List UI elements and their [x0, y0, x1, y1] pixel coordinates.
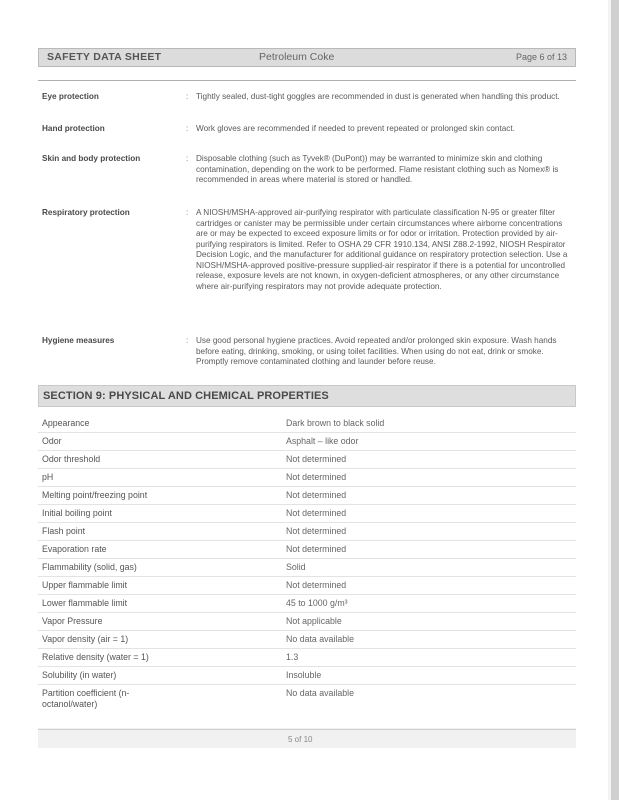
- protection-value: Work gloves are recommended if needed to prevent repeated or prolonged skin contact.: [196, 124, 515, 133]
- product-name: Petroleum Coke: [259, 51, 335, 63]
- colon: :: [186, 92, 189, 101]
- property-label: Evaporation rate: [42, 544, 107, 554]
- document-header: [38, 48, 576, 67]
- property-label: Odor: [42, 436, 62, 446]
- property-value: Not determined: [286, 580, 347, 590]
- row-divider: [38, 468, 576, 469]
- property-label: pH: [42, 472, 54, 482]
- property-value: Not determined: [286, 454, 347, 464]
- row-divider: [38, 630, 576, 631]
- footer-divider: [38, 729, 576, 730]
- property-label: Odor threshold: [42, 454, 101, 464]
- property-label: Upper flammable limit: [42, 580, 128, 590]
- property-label: Melting point/freezing point: [42, 490, 148, 500]
- row-divider: [38, 504, 576, 505]
- property-value: No data available: [286, 688, 354, 698]
- property-value: Not determined: [286, 472, 347, 482]
- property-value: Insoluble: [286, 670, 322, 680]
- protection-value: A NIOSH/MSHA-approved air-purifying respirator with particulate classification N-95 or greater filter cartridges or canister may be permissible under certain circumstances where airborne concentrations are or may be expected to exceed exposure limits or for odor or irritation. Protection provided by air-purifying respirators is limited. Refer to OSHA 29 CFR 1910.134, ANSI Z88.2-1992, NIOSH Respirator Decision Logic, and the manufacturer for additional guidance on respiratory protection selection. Use a NIOSH/MSHA-approved positive-pressure supplied-air respirator if there is a potential for uncontrolled release, exposure levels are not known, in oxygen-deficient atmospheres, or any other circumstance where air-purifying respirators may not provide adequate protection.: [196, 208, 568, 291]
- property-label: Initial boiling point: [42, 508, 112, 518]
- row-divider: [38, 558, 576, 559]
- protection-label: Hygiene measures: [42, 336, 115, 345]
- property-value: Not applicable: [286, 616, 342, 626]
- property-value: Not determined: [286, 526, 347, 536]
- protection-value: Use good personal hygiene practices. Avoid repeated and/or prolonged skin exposure. Wash hands before eating, drinking, smoking, or using toilet facilities. When using do not eat, drink or smoke. Promptly remove contaminated clothing and launder before reuse.: [196, 336, 557, 366]
- row-divider: [38, 576, 576, 577]
- header-divider: [38, 80, 576, 81]
- protection-label: Hand protection: [42, 124, 105, 133]
- property-value: No data available: [286, 634, 354, 644]
- property-label: Relative density (water = 1): [42, 652, 149, 662]
- property-value: Dark brown to black solid: [286, 418, 385, 428]
- row-divider: [38, 612, 576, 613]
- doc-type-label: SAFETY DATA SHEET: [47, 51, 162, 63]
- colon: :: [186, 124, 189, 133]
- page-edge-highlight: [608, 0, 611, 800]
- protection-label: Eye protection: [42, 92, 99, 101]
- row-divider: [38, 648, 576, 649]
- protection-value: Disposable clothing (such as Tyvek® (DuPont)) may be warranted to minimize skin and clothing contamination, depending on the work to be performed. Flame resistant clothing such as Nomex® is recommended in areas where material is stored or handled.: [196, 154, 559, 184]
- colon: :: [186, 154, 189, 163]
- property-value: 1.3: [286, 652, 299, 662]
- colon: :: [186, 208, 189, 217]
- property-value: Solid: [286, 562, 306, 572]
- row-divider: [38, 684, 576, 685]
- protection-value: Tightly sealed, dust-tight goggles are recommended in dust is generated when handling this product.: [196, 92, 560, 101]
- row-divider: [38, 522, 576, 523]
- property-label: Vapor Pressure: [42, 616, 103, 626]
- property-value: Not determined: [286, 508, 347, 518]
- property-label: Appearance: [42, 418, 90, 428]
- colon: :: [186, 336, 189, 345]
- row-divider: [38, 432, 576, 433]
- property-label: Solubility (in water): [42, 670, 117, 680]
- row-divider: [38, 594, 576, 595]
- property-label: Flash point: [42, 526, 86, 536]
- footer-page-number: 5 of 10: [288, 735, 313, 744]
- row-divider: [38, 450, 576, 451]
- section9-heading: SECTION 9: PHYSICAL AND CHEMICAL PROPERTIES: [38, 385, 576, 407]
- protection-label: Skin and body protection: [42, 154, 141, 163]
- property-value: Asphalt – like odor: [286, 436, 359, 446]
- property-label: Flammability (solid, gas): [42, 562, 137, 572]
- property-label: Partition coefficient (n-octanol/water): [42, 688, 130, 709]
- property-value: Not determined: [286, 490, 347, 500]
- property-label: Vapor density (air = 1): [42, 634, 129, 644]
- property-value: 45 to 1000 g/m³: [286, 598, 348, 608]
- property-label: Lower flammable limit: [42, 598, 128, 608]
- page-edge-shadow: [611, 0, 619, 800]
- row-divider: [38, 486, 576, 487]
- row-divider: [38, 666, 576, 667]
- property-value: Not determined: [286, 544, 347, 554]
- header-page-number: Page 6 of 13: [515, 52, 567, 62]
- protection-label: Respiratory protection: [42, 208, 130, 217]
- row-divider: [38, 540, 576, 541]
